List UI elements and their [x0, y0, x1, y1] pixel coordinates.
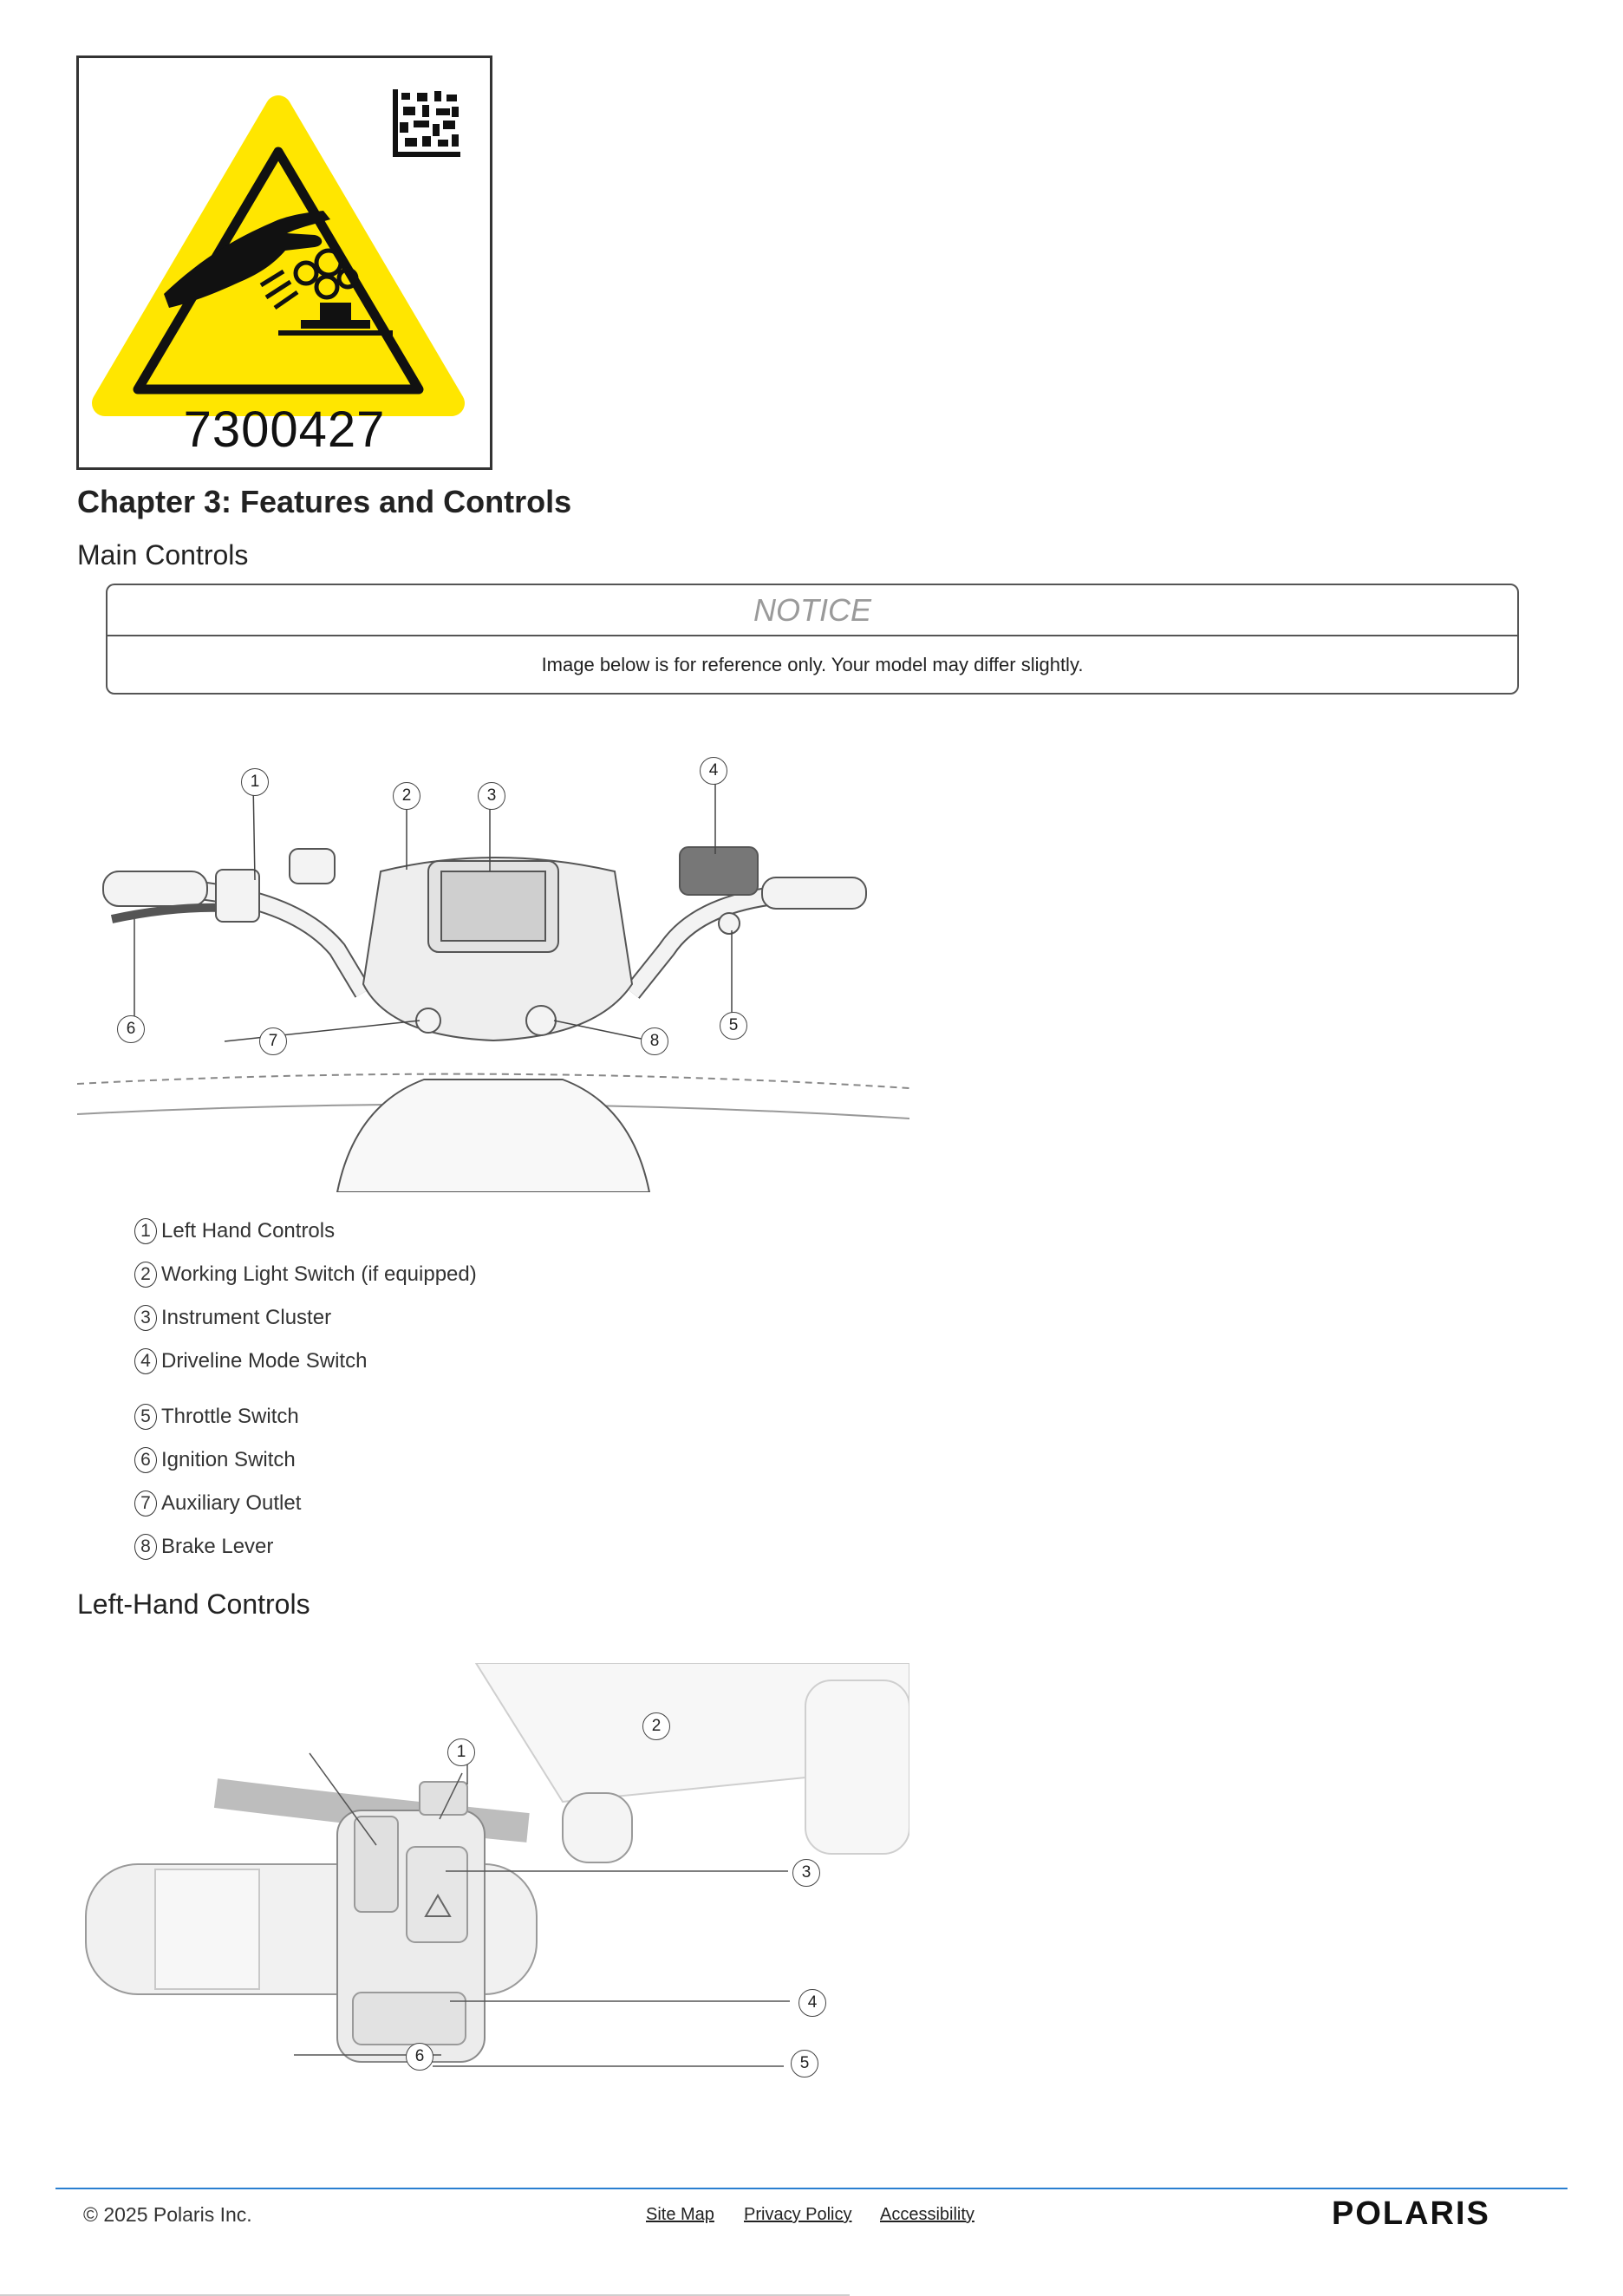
legend-label: Ignition Switch [161, 1448, 296, 1471]
legend-number: 8 [134, 1534, 157, 1560]
notice-box [106, 584, 1519, 695]
site-map-link[interactable]: Site Map [646, 2205, 714, 2224]
legend-label: Brake Lever [161, 1535, 274, 1558]
legend-item [134, 1532, 273, 1562]
legend-number: 6 [134, 1447, 157, 1473]
legend-number: 1 [134, 1218, 157, 1244]
legend-item [134, 1260, 477, 1289]
notice-text: Image below is for reference only. Your model may differ slightly. [541, 654, 1084, 675]
label-code: 7300427 [183, 401, 386, 458]
main-callout-8: 8 [641, 1027, 668, 1055]
data-matrix-code [393, 89, 460, 157]
left-hand-controls-figure [77, 1663, 909, 2142]
legend-number: 3 [134, 1305, 157, 1331]
chapter-title: Chapter 3: Features and Controls [77, 484, 572, 519]
legend-label: Throttle Switch [161, 1405, 299, 1428]
legend-number: 7 [134, 1490, 157, 1517]
legend-item [134, 1489, 301, 1518]
privacy-policy-link[interactable]: Privacy Policy [744, 2205, 852, 2224]
legend-label: Left Hand Controls [161, 1219, 336, 1243]
legend-item [134, 1402, 299, 1432]
section-title-left-hand-controls: Left-Hand Controls [77, 1588, 310, 1620]
legend-item [134, 1216, 335, 1246]
legend-item [134, 1347, 367, 1376]
left-callout-2: 2 [642, 1712, 670, 1740]
left-callout-1: 1 [447, 1738, 475, 1766]
legend-label: Auxiliary Outlet [161, 1491, 302, 1515]
legend-item [134, 1303, 331, 1333]
logo-text: POLARIS [1332, 2195, 1490, 2231]
main-callout-1: 1 [241, 768, 269, 796]
section-title-main-controls: Main Controls [77, 539, 249, 571]
legend-label: Instrument Cluster [161, 1306, 332, 1329]
footer-divider [55, 2188, 1568, 2189]
accessibility-link[interactable]: Accessibility [880, 2205, 974, 2224]
left-callout-4: 4 [798, 1989, 826, 2017]
legend-label: Working Light Switch (if equipped) [161, 1262, 477, 1286]
main-callout-4: 4 [700, 757, 727, 785]
polaris-logo-icon [1332, 2195, 1540, 2231]
legend-number: 4 [134, 1348, 157, 1374]
left-hand-controls-illustration [77, 1663, 909, 2142]
main-callout-3: 3 [478, 782, 505, 810]
legend-number: 2 [134, 1262, 157, 1288]
left-callout-5: 5 [791, 2050, 818, 2077]
main-callout-5: 5 [720, 1012, 747, 1040]
polaris-logo [1332, 2195, 1540, 2235]
main-callout-7: 7 [259, 1027, 287, 1055]
legend-item [134, 1445, 296, 1475]
left-callout-3: 3 [792, 1859, 820, 1887]
legend-number: 5 [134, 1404, 157, 1430]
copyright-text: © 2025 Polaris Inc. [83, 2203, 252, 2226]
main-callout-6: 6 [117, 1015, 145, 1043]
warning-label [76, 55, 492, 470]
legend-label: Driveline Mode Switch [161, 1349, 368, 1373]
left-callout-6: 6 [406, 2043, 433, 2071]
main-callout-2: 2 [393, 782, 420, 810]
notice-heading: NOTICE [108, 585, 1517, 636]
